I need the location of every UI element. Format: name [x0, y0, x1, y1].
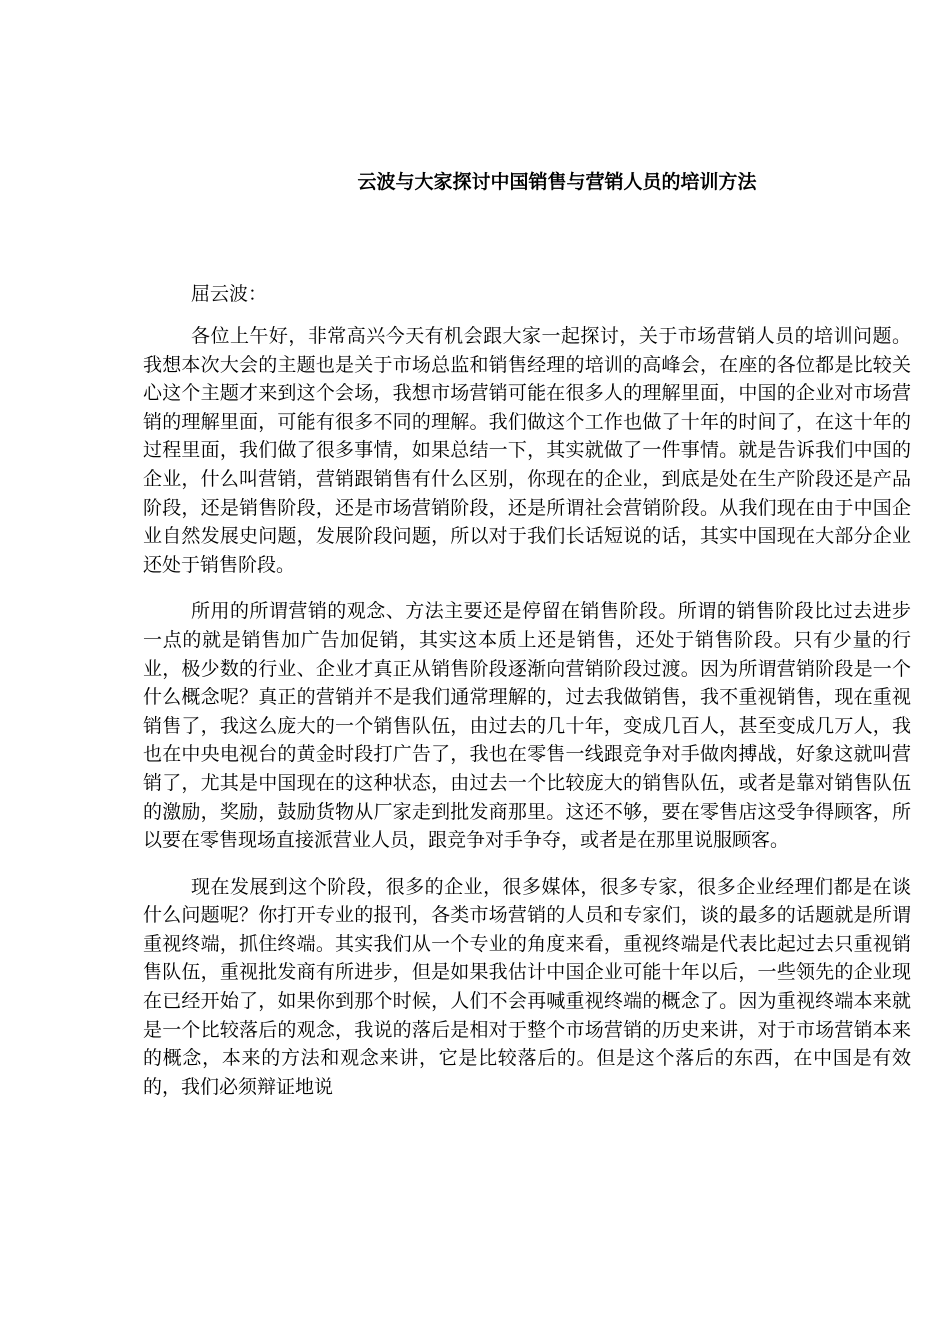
document-body [143, 322, 911, 1119]
document-title: 云波与大家探讨中国销售与营销人员的培训方法 [357, 171, 757, 193]
paragraph-1: 各位上午好，非常高兴今天有机会跟大家一起探讨，关于市场营销人员的培训问题。我想本次大会的主题也是关于市场总监和销售经理的培训的高峰会，在座的各位都是比较关心这个主题才来到这个会场，我想市场营销可能在很多人的理解里面，中国的企业对市场营销的理解里面，可能有很多不同的理解。我们做这个工作也做了十年的时间了，在这十年的过程里面，我们做了很多事情，如果总结一下，其实就做了一件事情。就是告诉我们中国的企业，什么叫营销，营销跟销售有什么区别，你现在的企业，到底是处在生产阶段还是产品阶段，还是销售阶段，还是市场营销阶段，还是所谓社会营销阶段。从我们现在由于中国企业自然发展史问题，发展阶段问题，所以对于我们长话短说的话，其实中国现在大部分企业还处于销售阶段。 [143, 325, 911, 576]
paragraph-3: 现在发展到这个阶段，很多的企业，很多媒体，很多专家，很多企业经理们都是在谈什么问题呢？你打开专业的报刊，各类市场营销的人员和专家们，谈的最多的话题就是所谓重视终端，抓住终端。其实我们从一个专业的角度来看，重视终端是代表比起过去只重视销售队伍，重视批发商有所进步，但是如果我估计中国企业可能十年以后，一些领先的企业现在已经开始了，如果你到那个时候，人们不会再喊重视终端的概念了。因为重视终端本来就是一个比较落后的观念，我说的落后是相对于整个市场营销的历史来讲，对于市场营销本来的概念，本来的方法和观念来讲，它是比较落后的。但是这个落后的东西，在中国是有效的，我们必须辩证地说 [143, 875, 911, 1098]
paragraph-2: 所用的所谓营销的观念、方法主要还是停留在销售阶段。所谓的销售阶段比过去进步一点的就是销售加广告加促销，其实这本质上还是销售，还处于销售阶段。只有少量的行业，极少数的行业、企业才真正从销售阶段逐渐向营销阶段过渡。因为所谓营销阶段是一个什么概念呢？真正的营销并不是我们通常理解的，过去我做销售，我不重视销售，现在重视销售了，我这么庞大的一个销售队伍，由过去的几十年，变成几百人，甚至变成几万人，我也在中央电视台的黄金时段打广告了，我也在零售一线跟竞争对手做肉搏战，好象这就叫营销了，尤其是中国现在的这种状态，由过去一个比较庞大的销售队伍，或者是靠对销售队伍的激励，奖励，鼓励货物从厂家走到批发商那里。这还不够，要在零售店这受争得顾客，所以要在零售现场直接派营业人员，跟竞争对手争夺，或者是在那里说服顾客。 [143, 600, 911, 852]
salutation: 屈云波： [191, 283, 268, 305]
